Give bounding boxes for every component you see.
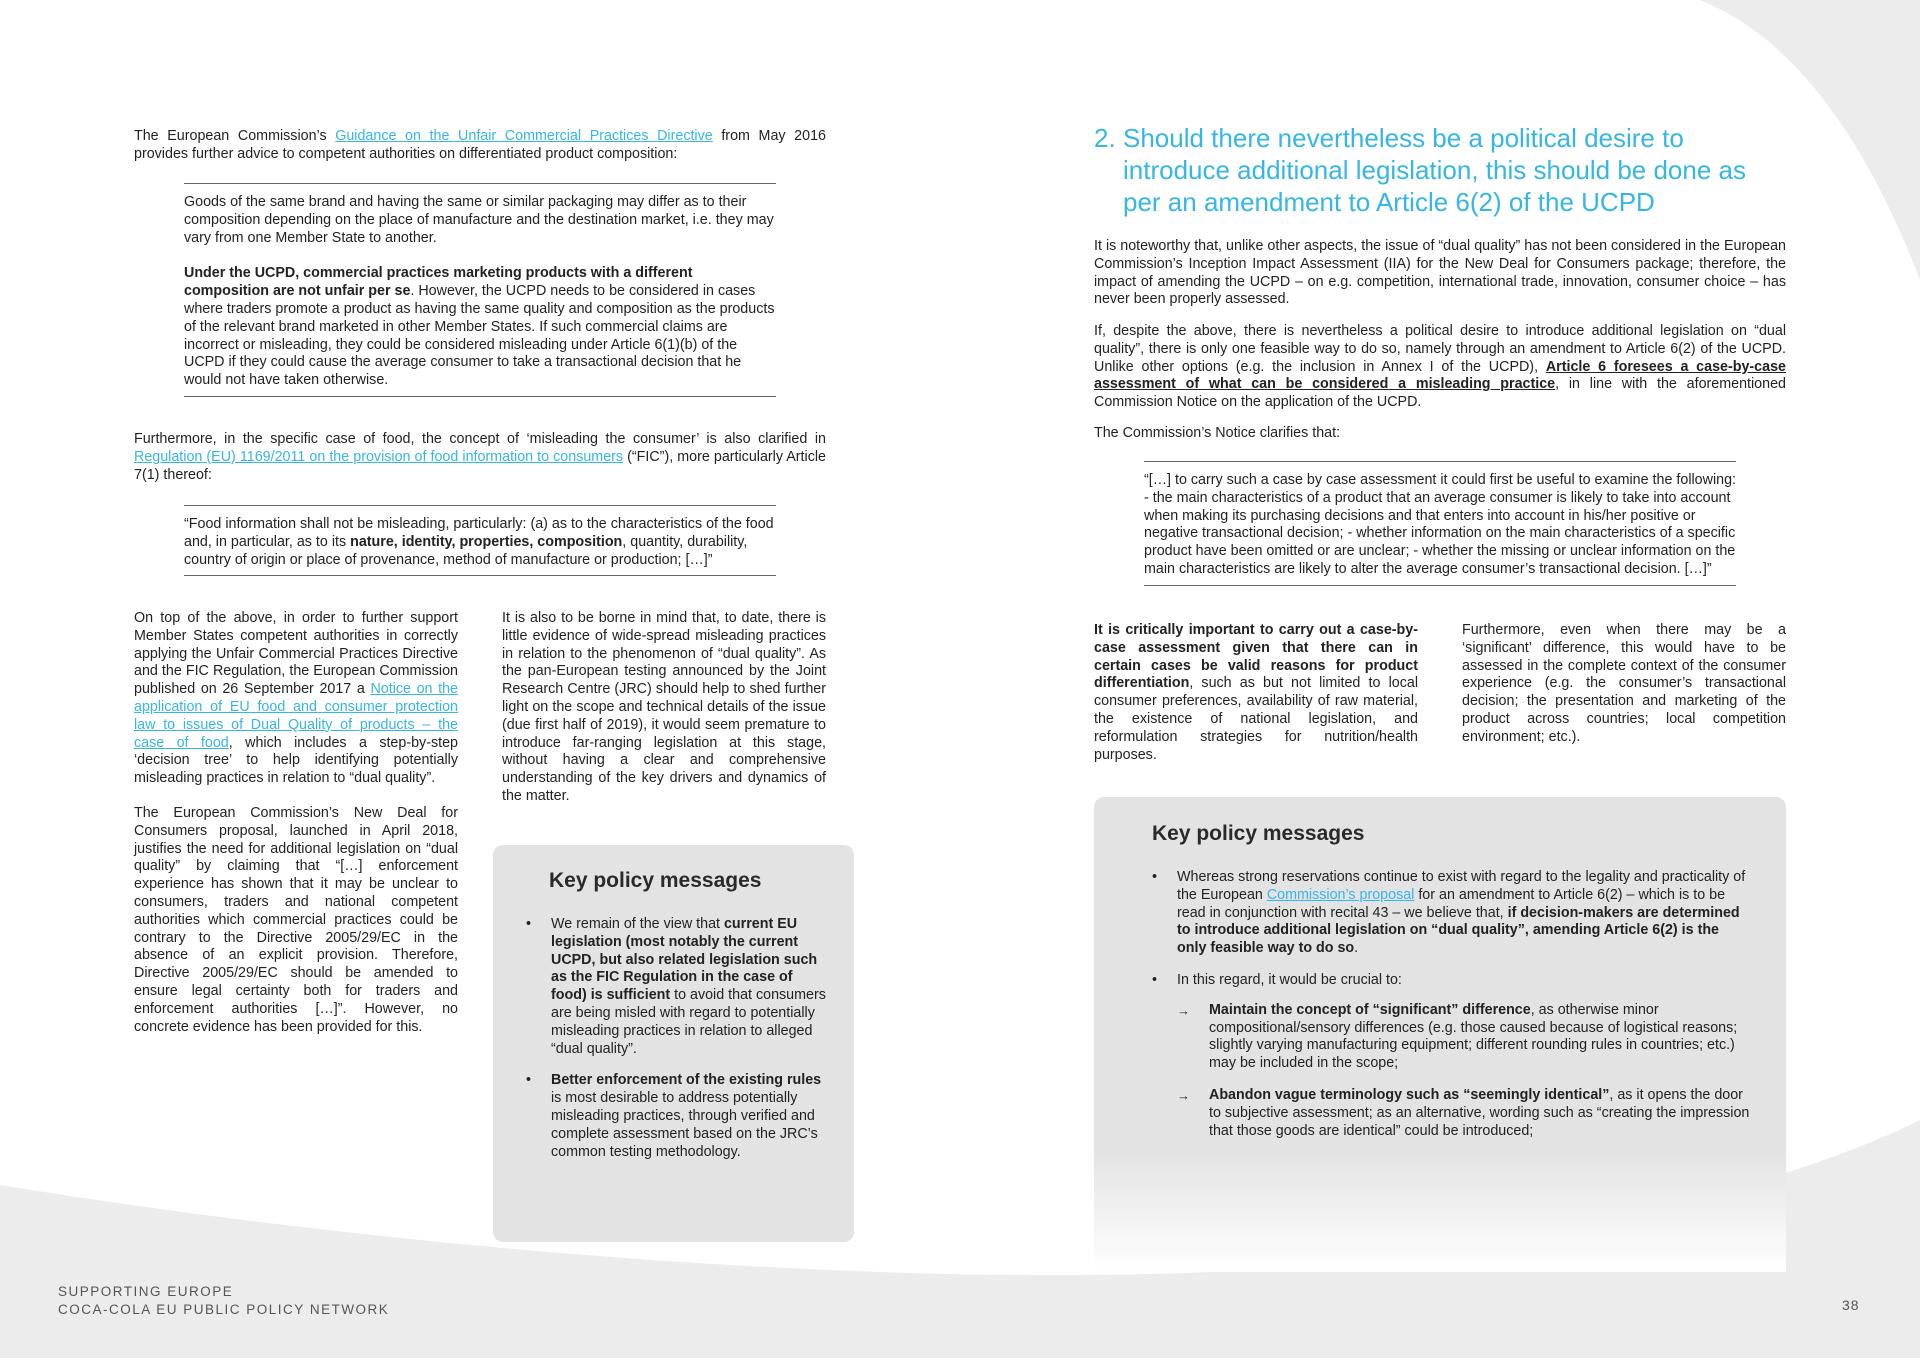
page-number: 38 <box>1842 1297 1860 1313</box>
intro-text-end: from May 2016 provides further advice to competent authorities on differentiated product composition: <box>134 128 826 162</box>
intro-text: The European Commission’s <box>134 128 336 144</box>
policy-bullet <box>1152 869 1752 958</box>
notice-quote <box>1144 461 1736 586</box>
bullet-text: for an amendment to Article 6(2) – which is to be read in conjunction with recital 43 – we believe that, <box>1177 886 1726 921</box>
action-text: , as it opens the door to subjective assessment; as an alternative, wording such as “creating the impression that those goods are identical” could be introduced; <box>1209 1086 1750 1139</box>
bullet-dot: • <box>1152 971 1158 988</box>
notice-text: On top of the above, in order to further support Member States competent authorities in correctly applying the Unfair Commercial Practices Directive and the FIC Regulation, the European Commission published on 26 September 2017 a <box>134 610 458 698</box>
amendment-text: If, despite the above, there is nevertheless a political desire to introduce additional legislation on “dual quality”, there is only one feasible way to do so, namely through an amendment to Article 6(2) of the UCPD. Unlike other options (e.g. the inclusion in Annex I of the UCPD), <box>1094 323 1786 375</box>
action-item <box>1177 1002 1752 1073</box>
key-policy-box-left <box>493 845 854 1242</box>
section-number: 2. <box>1094 123 1116 153</box>
ucpd-guidance-link[interactable]: Guidance on the Unfair Commercial Practices Directive <box>335 128 713 144</box>
arrow-icon: → <box>1177 1002 1190 1018</box>
quote-text: , quantity, durability, country of origin or place of provenance, method of manufacture or production; […]” <box>184 533 748 568</box>
bullet-bold-text: Better enforcement of the existing rules <box>551 1072 822 1089</box>
action-bold-text: Maintain the concept of “significant” difference <box>1209 1001 1531 1018</box>
dual-quality-notice-link[interactable]: Notice on the application of EU food and consumer protection law to issues of Dual Quality of products – the case of food <box>134 681 458 751</box>
amendment-paragraph <box>1094 323 1786 412</box>
policy-bullet <box>526 1072 826 1161</box>
section-heading <box>1094 122 1794 222</box>
quote-text: “Food information shall not be misleading, particularly: (a) as to the characteristics of the food and, in particular, as to its <box>184 516 774 550</box>
fic-quote <box>184 505 776 576</box>
food-text: Furthermore, in the specific case of food, the concept of ‘misleading the consumer’ is also clarified in <box>134 431 826 447</box>
left-column-2 <box>502 610 826 806</box>
bullet-bold-text: if decision-makers are determined to introduce additional legislation on “dual quality”, amending Article 6(2) is the only feasible way to do so <box>1177 904 1740 957</box>
fic-regulation-link[interactable]: Regulation (EU) 1169/2011 on the provision of food information to consumers <box>134 448 624 465</box>
right-column-2 <box>1462 622 1786 747</box>
quote-bold-text: nature, identity, properties, composition <box>350 533 623 550</box>
policy-box-fade <box>1094 1150 1786 1272</box>
ucpd-guidance-quote <box>184 183 776 397</box>
quote-paragraph <box>184 516 776 569</box>
case-by-case-bold-text: It is critically important to carry out a case-by-case assessment given that there can in certain cases be valid reasons for product differentiation <box>1094 622 1418 692</box>
bullet-dot: • <box>526 916 532 932</box>
new-deal-paragraph: The European Commission’s New Deal for Consumers proposal, launched in April 2018, justifies the need for additional legislation on “dual quality” by claiming that “[…] enforcement experience has shown that it may be unclear to consumers, traders and national competent authorities which commercial practices could be contrary to the Directive 2005/29/EC in the absence of an explicit provision. Therefore, Directive 2005/29/EC should be amended to ensure legal certainty both for traders and enforcement authorities […]”. However, no concrete evidence has been provided for this. <box>134 804 458 1035</box>
notice-paragraph <box>134 610 458 788</box>
right-column-1 <box>1094 622 1418 764</box>
action-item <box>1177 1087 1752 1140</box>
bullet-text: We remain of the view that <box>551 916 724 932</box>
amendment-text-end: , in line with the aforementioned Commission Notice on the application of the UCPD. <box>1094 376 1786 411</box>
key-policy-title: Key policy messages <box>1152 822 1365 845</box>
bullet-bold-text: current EU legislation (most notably the current UCPD, but also related legislation such as the FIC Regulation in the case of food) is sufficient <box>551 916 818 1004</box>
quote-paragraph: Goods of the same brand and having the same or similar packaging may differ as to their composition depending on the place of manufacture and the destination market, i.e. they may vary from one Member State to another. <box>184 194 774 246</box>
quote-text: . However, the UCPD needs to be considered in cases where traders promote a product as having the same quality and composition as the products of the relevant brand marketed in other Member States. If such commercial claims are incorrect or misleading, they could be considered misleading under Article 6(1)(b) of the UCPD if they could cause the average consumer to take a transactional decision that he would not have taken otherwise. <box>184 283 775 389</box>
crucial-actions-list <box>1177 1002 1752 1141</box>
bullet-text: In this regard, it would be crucial to: <box>1177 971 1402 988</box>
action-text: , as otherwise minor compositional/sensory differences (e.g. those caused because of logistical reasons; slightly varying manufacturing equipment; different rounding rules in countries; etc.) may be included in the scope; <box>1209 1001 1738 1072</box>
notice-clarifies-paragraph: The Commission’s Notice clarifies that: <box>1094 425 1341 441</box>
footer-line-1: SUPPORTING EUROPE <box>58 1284 234 1299</box>
bullet-dot: • <box>526 1072 532 1089</box>
policy-bullet <box>526 916 826 1058</box>
notice-text-end: , which includes a step-by-step ‘decision tree’ to help identifying potentially misleading practices in relation to “dual quality”. <box>134 734 458 787</box>
key-policy-title: Key policy messages <box>549 869 762 892</box>
amendment-bold-text: Article 6 foresees a case-by-case assessment of what can be considered a misleading practice <box>1094 358 1786 393</box>
commission-proposal-link[interactable]: Commission’s proposal <box>1266 886 1415 903</box>
key-policy-list <box>1152 869 1752 1154</box>
iia-paragraph: It is noteworthy that, unlike other aspects, the issue of “dual quality” has not been considered in the European Commission’s Inception Impact Assessment (IIA) for the New Deal for Consumers package; therefore, the impact of amending the UCPD – on e.g. competition, international trade, innovation, consumer choice – has never been properly assessed. <box>1094 238 1786 308</box>
intro-paragraph <box>134 128 826 164</box>
bullet-text: is most desirable to address potentially misleading practices, through verified and complete assessment based on the JRC’s common testing methodology. <box>551 1090 818 1160</box>
action-bold-text: Abandon vague terminology such as “seemingly identical” <box>1209 1086 1610 1103</box>
quote-paragraph <box>184 265 776 390</box>
arrow-icon: → <box>1177 1087 1190 1103</box>
bullet-text: Whereas strong reservations continue to exist with regard to the legality and practicality of the European <box>1177 869 1746 903</box>
quote-paragraph: “[…] to carry such a case by case assessment it could first be useful to examine the following: - the main characteristics of a product that an average consumer is likely to take into account when making its purchasing decisions and that enters into account in his/her positive or negative transactional decision; - whether information on the main characteristics of a specific product have been omitted or are unclear; - whether the missing or unclear information on the main characteristics are likely to alter the average consumer’s transactional decision. […]” <box>1144 472 1737 577</box>
food-text-end: (“FIC”), more particularly Article 7(1) thereof: <box>134 448 826 483</box>
policy-bullet <box>1152 972 1752 1140</box>
bullet-dot: • <box>1152 869 1158 885</box>
case-by-case-paragraph <box>1094 622 1418 764</box>
footer-line-2: COCA-COLA EU PUBLIC POLICY NETWORK <box>58 1301 390 1317</box>
quote-bold-text: Under the UCPD, commercial practices marketing products with a different composition are not unfair per se <box>184 265 693 300</box>
bullet-text: to avoid that consumers are being misled with regard to potentially misleading practices in relation to alleged “dual quality”. <box>551 987 826 1057</box>
food-paragraph <box>134 431 826 484</box>
significant-difference-paragraph: Furthermore, even when there may be a ‘significant’ difference, this would have to be assessed in the complete context of the consumer experience (e.g. the consumer’s transactional decision; the presentation and marketing of the product across countries; local competition environment; etc.). <box>1462 622 1786 745</box>
evidence-paragraph: It is also to be borne in mind that, to date, there is little evidence of wide-spread misleading practices in relation to the phenomenon of “dual quality”. As the pan-European testing announced by the Joint Research Centre (JRC) should help to shed further light on the scope and technical details of the issue (due first half of 2019), it would seem premature to introduce far-ranging legislation at this stage, without having a clear and comprehensive understanding of the key drivers and dynamics of the matter. <box>502 610 826 804</box>
footer <box>58 1283 389 1319</box>
bullet-text: . <box>1354 940 1359 957</box>
key-policy-list <box>526 916 826 1175</box>
section-title: Should there nevertheless be a political desire to introduce additional legislation, this should be done as per an amendment to Article 6(2) of the UCPD <box>1123 123 1746 217</box>
left-column-1 <box>134 610 458 1036</box>
case-by-case-text: , such as but not limited to local consumer preferences, availability of raw material, the existence of national legislation, and reformulation strategies for nutrition/health purposes. <box>1094 675 1418 763</box>
